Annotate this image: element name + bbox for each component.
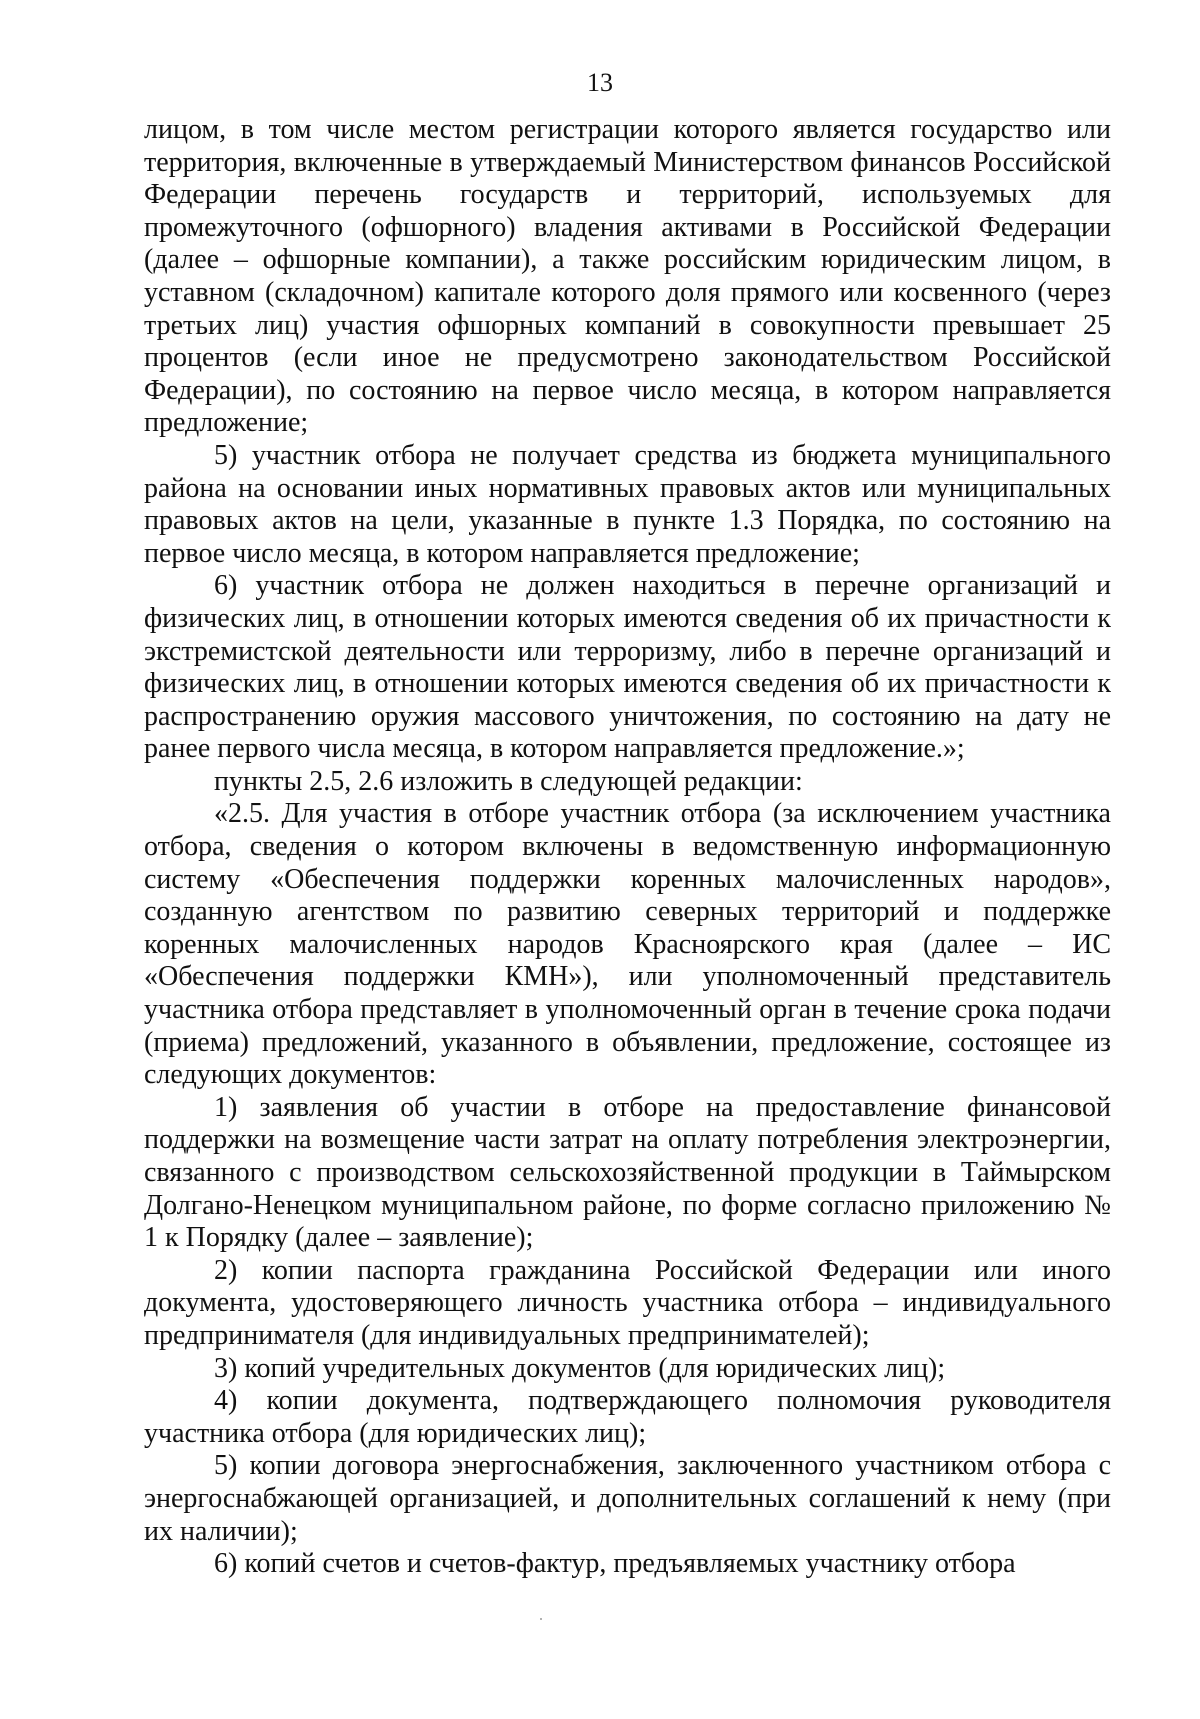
document-body [144, 114, 1111, 1581]
page-number: 13 [587, 68, 613, 97]
paragraph-doc-6-invoices: 6) копий счетов и счетов-фактур, предъявляемых участнику отбора [214, 1548, 1016, 1580]
paragraph-doc-1-application: 1) заявления об участии в отборе на предоставление финансовой поддержки на возмещение части затрат на оплату потребления электроэнергии, связанного с производством сельскохозяйственной продукции в Таймырском Долгано-Ненецком муниципальном районе, по форме согласно приложению № 1 к Порядку (далее – заявление); [144, 1091, 1111, 1254]
paragraph-doc-3-founding-docs: 3) копий учредительных документов (для юридических лиц); [214, 1352, 946, 1384]
paragraph-item-6-not-in-lists: 6) участник отбора не должен находиться в перечне организаций и физических лиц, в отношении которых имеются сведения об их причастности к экстремистской деятельности или терроризму, либо в перечне организаций и физических лиц, в отношении которых имеются сведения об их причастности к распространению оружия массового уничтожения, по состоянию на дату не ранее первого числа месяца, в котором направляется предложение.»; [144, 570, 1111, 765]
paragraph-doc-4-authority: 4) копии документа, подтверждающего полномочия руководителя участника отбора (для юридических лиц); [144, 1385, 1111, 1449]
paragraph-doc-2-passport: 2) копии паспорта гражданина Российской Федерации или иного документа, удостоверяющего личность участника отбора – индивидуального предпринимателя (для индивидуальных предпринимателей); [144, 1254, 1111, 1351]
scan-speck [540, 1618, 542, 1620]
paragraph-doc-5-contract: 5) копии договора энергоснабжения, заключенного участником отбора с энергоснабжающей организацией, и дополнительных соглашений к нему (при их наличии); [144, 1450, 1111, 1547]
paragraph-item-5-not-receiving-funds: 5) участник отбора не получает средства из бюджета муниципального района на основании иных нормативных правовых актов или муниципальных правовых актов на цели, указанные в пункте 1.3 Порядка, по состоянию на первое число месяца, в котором направляется предложение; [144, 439, 1111, 569]
paragraph-point-2-5: «2.5. Для участия в отборе участник отбора (за исключением участника отбора, сведения о котором включены в ведомственную информационную систему «Обеспечения поддержки коренных малочисленных народов», созданную агентством по развитию северных территорий и поддержке коренных малочисленных народов Красноярского края (далее – ИС «Обеспечения поддержки КМН»), или уполномоченный представитель участника отбора представляет в уполномоченный орган в течение срока подачи (приема) предложений, указанного в объявлении, предложение, состоящее из следующих документов: [144, 798, 1111, 1091]
paragraph-continuation: лицом, в том числе местом регистрации которого является государство или территория, включенные в утверждаемый Министерством финансов Российской Федерации перечень государств и территорий, используемых для промежуточного (офшорного) владения активами в Российской Федерации (далее – офшорные компании), а также российским юридическим лицом, в уставном (складочном) капитале которого доля прямого или косвенного (через третьих лиц) участия офшорных компаний в совокупности превышает 25 процентов (если иное не предусмотрено законодательством Российской Федерации), по состоянию на первое число месяца, в котором направляется предложение; [144, 114, 1111, 439]
paragraph-amend-points: пункты 2.5, 2.6 изложить в следующей редакции: [214, 765, 803, 797]
